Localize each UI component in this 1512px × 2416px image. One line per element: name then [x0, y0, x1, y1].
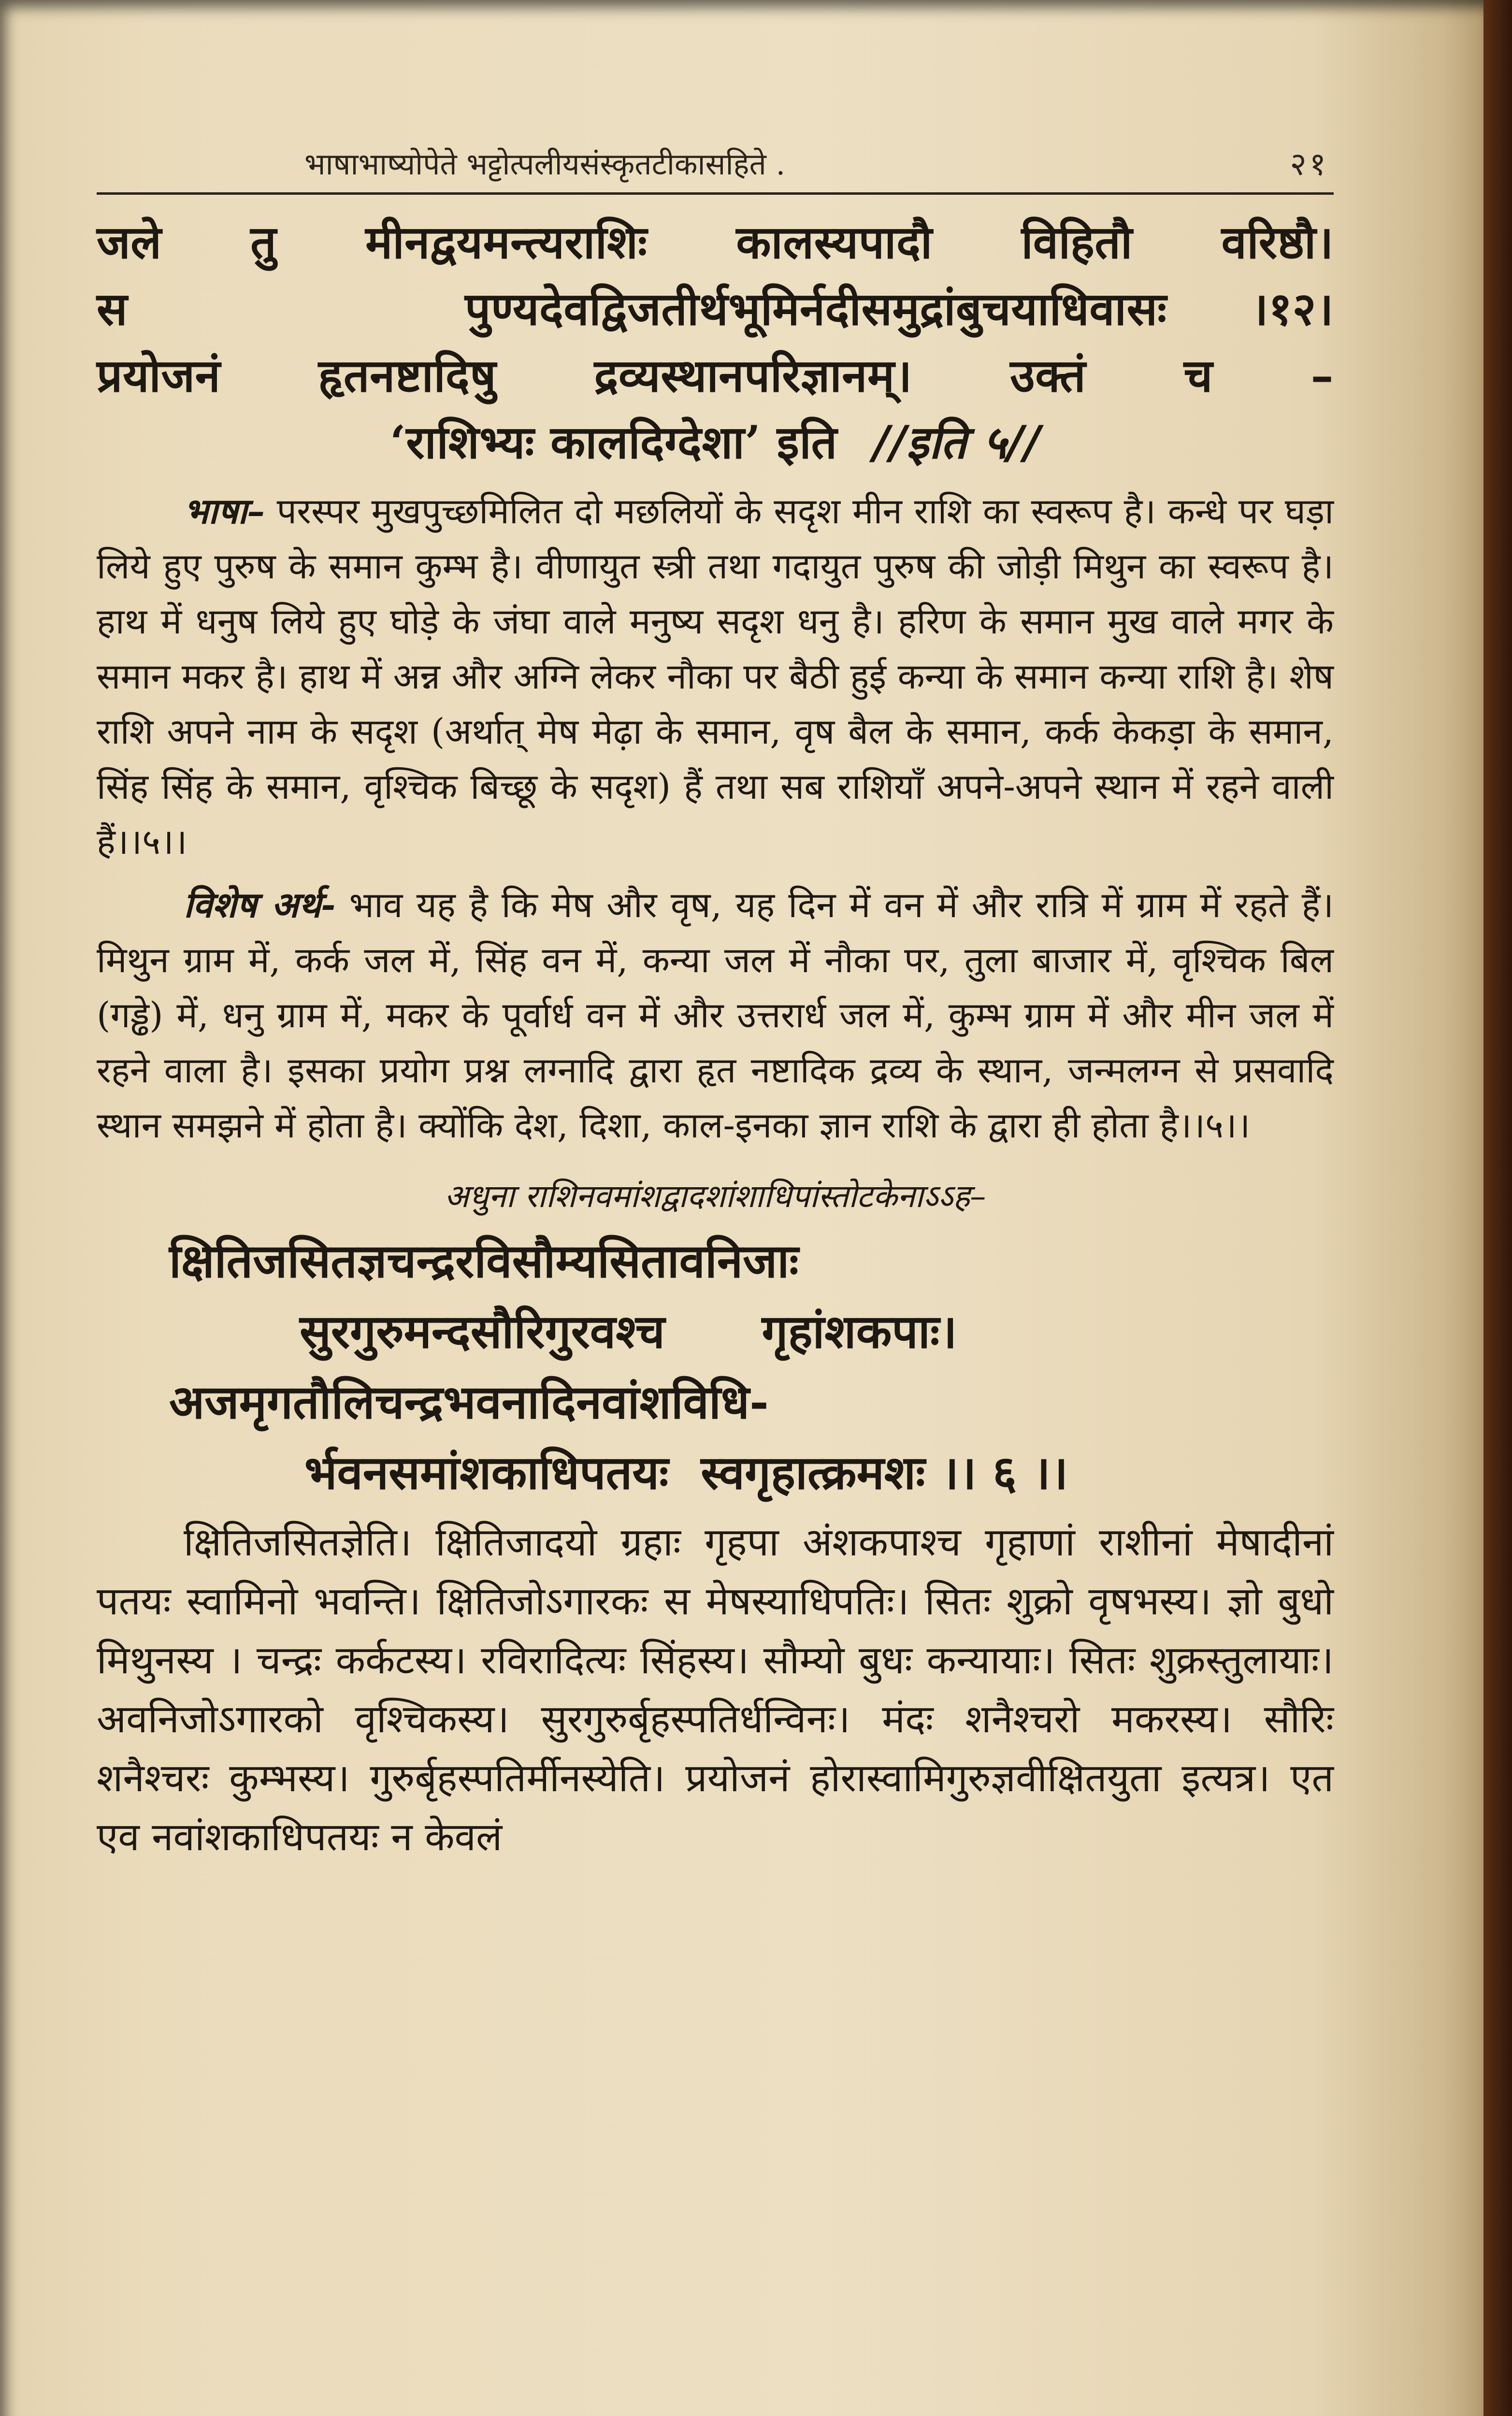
verse5-line2: स पुण्यदेवद्विजतीर्थभूमिर्नदीसमुद्रांबुचयाधिवासः ।१२।: [97, 283, 1334, 336]
bhasha-label: भाषा–: [184, 490, 265, 532]
verse5-line3: प्रयोजनं हृतनष्टादिषु द्रव्यस्थानपरिज्ञानम्। उक्तं च –: [97, 349, 1334, 403]
running-header: [97, 145, 1334, 195]
verse6-intro: अधुना राशिनवमांशद्वादशांशाधिपांस्तोटकेनाऽऽह–: [444, 1178, 986, 1215]
bhasha-paragraph: [97, 484, 1334, 870]
verse5-line1: जले तु मीनद्वयमन्त्यराशिः कालस्यपादौ विहितौ वरिष्ठौ।: [97, 216, 1334, 269]
verse6-line4: र्भवनसमांशकाधिपतयः स्वगृहात्क्रमशः ।। ६ ।।: [304, 1445, 1068, 1500]
vishesh-text: भाव यह है कि मेष और वृष, यह दिन में वन में और रात्रि में ग्राम में रहते हैं। मिथुन ग्राम में, कर्क जल में, सिंह वन में, कन्या जल में नौका पर, तुला बाजार में, वृश्चिक बिल (गड्ढे) में, धनु ग्राम में, मकर के पूर्वार्ध वन में और उत्तरार्ध जल में, कुम्भ ग्राम में और मीन जल में रहने वाला है। इसका प्रयोग प्रश्न लग्नादि द्वारा हृत नष्टादिक द्रव्य के स्थान, जन्मलग्न से प्रसवादि स्थान समझने में होता है। क्योंकि देश, दिशा, काल-इनका ज्ञान राशि के द्वारा ही होता है।।५।।: [97, 885, 1334, 1146]
running-title: भाषाभाष्योपेते भट्टोत्पलीयसंस्कृतटीकासहिते .: [304, 146, 786, 182]
verse5-line4-text: ‘राशिभ्यः कालदिग्देशा’ इति: [389, 416, 837, 469]
verse6-line3: अजमृगतौलिचन्द्रभवनादिनवांशविधि-: [169, 1375, 769, 1429]
bhasha-text: परस्पर मुखपुच्छमिलित दो मछलियों के सदृश मीन राशि का स्वरूप है। कन्धे पर घड़ा लिये हुए पुरुष के समान कुम्भ है। वीणायुत स्त्री तथा गदायुत पुरुष की जोड़ी मिथुन का स्वरूप है। हाथ में धनुष लिये हुए घोड़े के जंघा वाले मनुष्य सदृश धनु है। हरिण के समान मुख वाले मगर के समान मकर है। हाथ में अन्न और अग्नि लेकर नौका पर बैठी हुई कन्या के समान कन्या राशि है। शेष राशि अपने नाम के सदृश (अर्थात् मेष मेढ़ा के समान, वृष बैल के समान, कर्क केकड़ा के समान, सिंह सिंह के समान, वृश्चिक बिच्छू के सदृश) हैं तथा सब राशियाँ अपने-अपने स्थान में रहने वाली हैं।।५।।: [97, 491, 1334, 863]
verse6-line2: सुरगुरुमन्दसौरिगुरवश्च गृहांशकपाः।: [300, 1304, 957, 1359]
iti-mark: //इति ५//: [873, 416, 1041, 469]
commentary-paragraph: क्षितिजसितज्ञेति। क्षितिजादयो ग्रहाः गृहपा अंशकपाश्च गृहाणां राशीनां मेषादीनां पतयः स्वामिनो भवन्ति। क्षितिजोऽगारकः स मेषस्याधिपतिः। सितः शुक्रो वृषभस्य। ज्ञो बुधो मिथुनस्य । चन्द्रः कर्कटस्य। रविरादित्यः सिंहस्य। सौम्यो बुधः कन्यायाः। सितः शुक्रस्तुलायाः। अवनिजोऽगारको वृश्चिकस्य। सुरगुरुर्बृहस्पतिर्धन्विनः। मंदः शनैश्चरो मकरस्य। सौरिः शनैश्चरः कुम्भस्य। गुरुर्बृहस्पतिर्मीनस्येति। प्रयोजनं होरास्वामिगुरुज्ञवीक्षितयुता इत्यत्र। एत एव नवांशकाधिपतयः न केवलं: [97, 1520, 1334, 1859]
verse6-line1: क्षितिजसितज्ञचन्द्ररविसौम्यसितावनिजाः: [169, 1234, 799, 1288]
page-number: २१: [1290, 145, 1329, 183]
book-spine: [1483, 0, 1512, 2416]
page-content: [97, 145, 1334, 1867]
vishesh-paragraph: [97, 877, 1334, 1153]
verse5-line4: [97, 409, 1334, 476]
vishesh-label: विशेष अर्थ-: [184, 884, 336, 926]
